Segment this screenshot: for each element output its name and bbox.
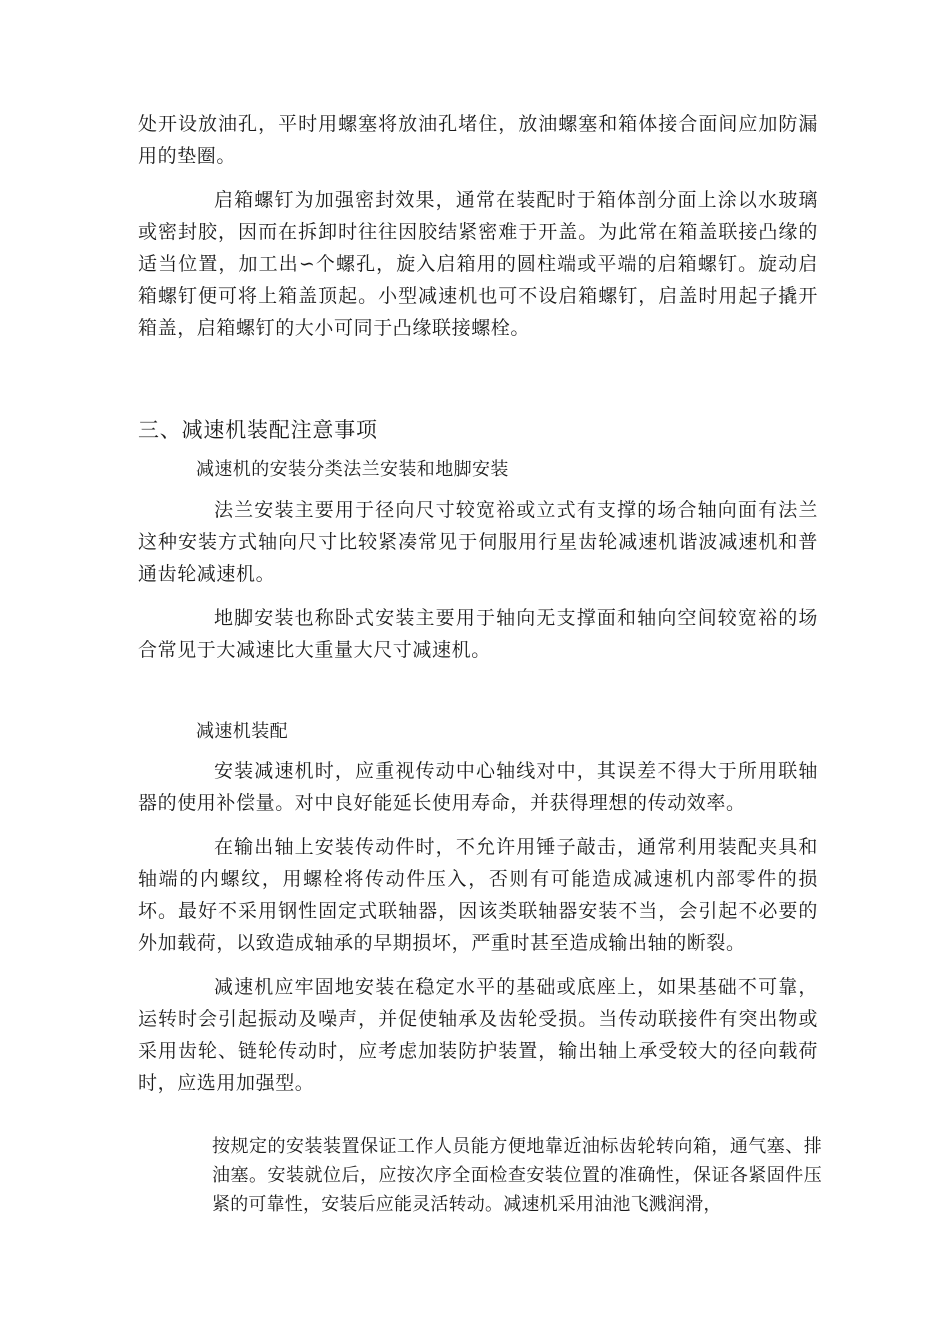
paragraph-access-check: 按规定的安装装置保证工作人员能方便地靠近油标齿轮转向箱，通气塞、排油塞。安装就位后，应按次序全面检查安装位置的准确性，保证各紧固件压紧的可靠性，安装后应能灵活转动。减速机采用油池飞溅润滑， <box>212 1136 822 1215</box>
paragraph-block-4 <box>212 1132 822 1219</box>
section-heading: 三、减速机装配注意事项 <box>138 418 378 442</box>
subheading-assembly: 减速机装配 <box>196 721 288 742</box>
paragraph-output-shaft: 在输出轴上安装传动件时，不允许用锤子敲击，通常利用装配夹具和轴端的内螺纹，用螺栓将传动件压入，否则有可能造成减速机内部零件的损坏。最好不采用钢性固定式联轴器，因该类联轴器安装不当，会引起不必要的外加载荷，以致造成轴承的早期损坏，严重时甚至造成输出轴的断裂。 <box>138 836 818 954</box>
subheading-installation-types: 减速机的安装分类法兰安装和地脚安装 <box>196 459 509 480</box>
paragraph-block-3 <box>138 755 818 1099</box>
paragraph-drain-plug: 处开设放油孔，平时用螺塞将放油孔堵住，放油螺塞和箱体接合面间应加防漏用的垫圈。 <box>138 113 818 167</box>
paragraph-block-1 <box>138 108 818 344</box>
paragraph-jack-screw: 启箱螺钉为加强密封效果，通常在装配时于箱体剖分面上涂以水玻璃或密封胶，因而在拆卸时往往因胶结紧密难于开盖。为此常在箱盖联接凸缘的适当位置，加工出∽个螺孔，旋入启箱用的圆柱端或平端的启箱螺钉。旋动启箱螺钉便可将上箱盖顶起。小型减速机也可不设启箱螺钉，启盖时用起子撬开箱盖，启箱螺钉的大小可同于凸缘联接螺栓。 <box>138 189 818 339</box>
paragraph-block-2 <box>138 494 818 666</box>
paragraph-foot-install: 地脚安装也称卧式安装主要用于轴向无支撑面和轴向空间较宽裕的场合常见于大减速比大重量大尺寸减速机。 <box>138 607 818 661</box>
paragraph-alignment: 安装减速机时，应重视传动中心轴线对中，其误差不得大于所用联轴器的使用补偿量。对中良好能延长使用寿命，并获得理想的传动效率。 <box>138 760 818 814</box>
paragraph-foundation: 减速机应牢固地安装在稳定水平的基础或底座上，如果基础不可靠，运转时会引起振动及噪声，并促使轴承及齿轮受损。当传动联接件有突出物或采用齿轮、链轮传动时，应考虑加装防护装置，输出轴上承受较大的径向载荷时，应选用加强型。 <box>138 976 818 1094</box>
paragraph-flange-install: 法兰安装主要用于径向尺寸较宽裕或立式有支撑的场合轴向面有法兰这种安装方式轴向尺寸比较紧凑常见于伺服用行星齿轮减速机谐波减速机和普通齿轮减速机。 <box>138 499 818 585</box>
